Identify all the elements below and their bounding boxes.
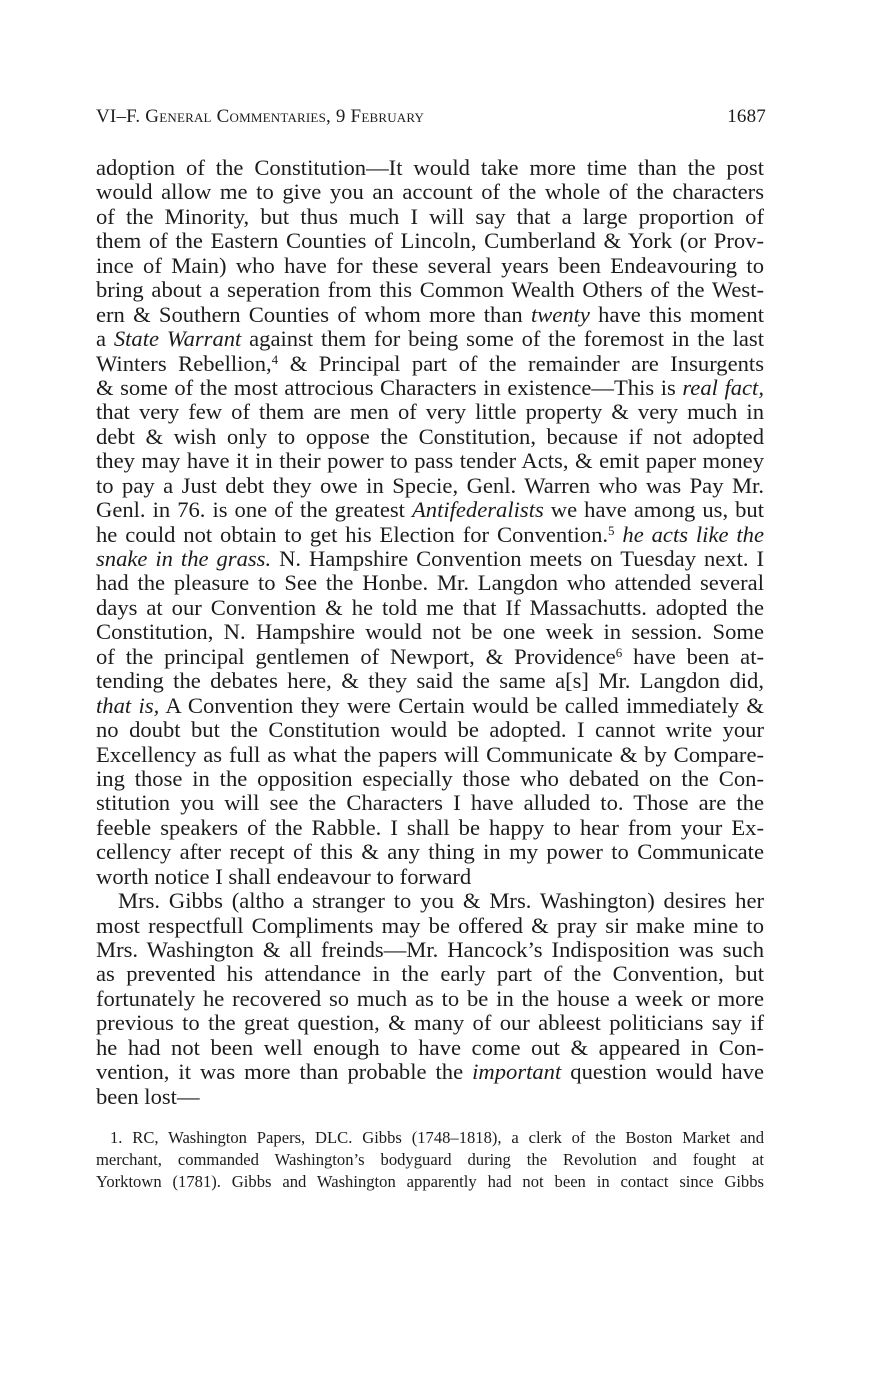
text-line	[96, 425, 764, 449]
text-line	[96, 743, 764, 767]
text-run: have been at-	[622, 643, 765, 669]
text-run: of the principal gentlemen of Newport, & Providence	[96, 643, 616, 669]
text-line	[96, 596, 764, 620]
text-line	[96, 987, 764, 1011]
text-line	[96, 498, 764, 522]
italic-text: real fact,	[682, 374, 764, 400]
text-line	[96, 327, 764, 351]
text-line	[96, 620, 764, 644]
text-run: a	[96, 326, 114, 352]
running-header	[96, 106, 766, 128]
text-line	[96, 547, 764, 571]
text-run: he could not obtain to get his Election for Convention.	[96, 521, 609, 547]
text-run: have this moment	[589, 301, 764, 327]
italic-text: Antifederalists	[411, 497, 544, 523]
italic-text: that is,	[96, 692, 160, 718]
text-run: we have among us, but	[543, 497, 764, 523]
text-run: against them for being some of the foremost in the last	[241, 326, 764, 352]
text-run: tending the debates here, & they said the same a[s] Mr. Langdon did,	[96, 668, 764, 694]
letter-body	[96, 156, 764, 1109]
text-run: Genl. in 76. is one of the greatest	[96, 497, 412, 523]
paragraph-1	[96, 156, 764, 889]
text-line	[96, 865, 764, 889]
text-run: Constitution, N. Hampshire would not be one week in session. Some	[96, 619, 764, 645]
text-run: ing those in the opposition especially those who debated on the Con-	[96, 765, 764, 791]
text-run: A Convention they were Certain would be called immediately &	[159, 692, 765, 718]
text-line	[96, 1085, 764, 1109]
text-run: & some of the most attrocious Characters in existence—This is	[96, 374, 683, 400]
text-run: stitution you will see the Characters I have alluded to. Those are the	[96, 790, 764, 816]
text-line	[96, 376, 764, 400]
text-run: most respectfull Compliments may be offered & pray sir make mine to	[96, 912, 764, 938]
footnote-ref: 6	[615, 644, 623, 660]
text-run: previous to the great question, & many of our ableest politicians say if	[96, 1010, 764, 1036]
text-run: vention, it was more than probable the	[96, 1059, 473, 1085]
text-run: that very few of them are men of very little property & very much in	[96, 399, 764, 425]
text-run: Excellency as full as what the papers will Communicate & by Compare-	[96, 741, 764, 767]
text-run: to pay a Just debt they owe in Specie, Genl. Warren who was Pay Mr.	[96, 472, 764, 498]
text-line	[96, 669, 764, 693]
paragraph-2	[96, 889, 764, 1109]
text-run: Mrs. Washington & all freinds—Mr. Hancock’s Indisposition was such	[96, 937, 764, 962]
text-run: bring about a seperation from this Common Wealth Others of the West-	[96, 277, 764, 303]
text-line	[96, 278, 764, 302]
text-line	[96, 791, 764, 815]
text-line	[96, 1036, 764, 1060]
text-run: been lost—	[96, 1083, 200, 1109]
text-line	[96, 816, 764, 840]
text-line	[96, 840, 764, 864]
text-line	[96, 352, 764, 376]
text-line	[96, 205, 764, 229]
text-line	[96, 303, 764, 327]
footnote-line: Yorktown (1781). Gibbs and Washington apparently had not been in contact since Gibbs	[96, 1172, 764, 1191]
text-line	[96, 156, 764, 180]
text-run: fortunately he recovered so much as to be in the house a week or more	[96, 985, 764, 1011]
text-line	[96, 914, 764, 938]
text-run: ince of Main) who have for these several years been Endeavouring to	[96, 252, 764, 278]
text-run: cellency after recept of this & any thing in my power to Communicate	[96, 839, 764, 865]
text-line	[96, 229, 764, 253]
italic-text: twenty	[530, 301, 590, 327]
text-line	[96, 449, 764, 473]
italic-text: snake in the grass.	[96, 546, 272, 571]
italic-text: State Warrant	[113, 326, 242, 352]
text-run: & Principal part of the remainder are Insurgents	[278, 350, 764, 376]
text-run: would allow me to give you an account of the whole of the characters	[96, 179, 764, 205]
text-run: Mrs. Gibbs (altho a stranger to you & Mrs. Washington) desires her	[118, 888, 764, 914]
text-run: had the pleasure to See the Honbe. Mr. Langdon who attended several	[96, 570, 764, 596]
text-line	[96, 1060, 764, 1084]
running-title: VI–F. General Commentaries, 9 February	[96, 106, 425, 127]
text-run: adoption of the Constitution—It would take more time than the post	[96, 155, 764, 180]
text-run: Winters Rebellion,	[96, 350, 272, 376]
text-run: of the Minority, but thus much I will say that a large proportion of	[96, 203, 764, 229]
text-line	[96, 1011, 764, 1035]
text-run: worth notice I shall endeavour to forward	[96, 863, 472, 889]
text-line	[96, 474, 764, 498]
text-line	[96, 400, 764, 424]
text-run: N. Hampshire Convention meets on Tuesday next. I	[271, 546, 764, 571]
text-run: feeble speakers of the Rabble. I shall be happy to hear from your Ex-	[96, 814, 764, 840]
footnote-ref: 4	[271, 351, 279, 367]
italic-text: he acts like the	[622, 521, 764, 547]
text-line	[96, 180, 764, 204]
footnote-line: 1. RC, Washington Papers, DLC. Gibbs (1748–1818), a clerk of the Boston Market and	[110, 1128, 764, 1147]
text-line	[96, 962, 764, 986]
text-line	[96, 254, 764, 278]
text-line	[96, 523, 764, 547]
footnote-line: merchant, commanded Washington’s bodyguard during the Revolution and fought at	[96, 1150, 764, 1169]
text-run: no doubt but the Constitution would be adopted. I cannot write your	[96, 717, 764, 743]
text-run: he had not been well enough to have come out & appeared in Con-	[96, 1034, 764, 1060]
text-run: question would have	[561, 1059, 764, 1085]
text-line	[96, 571, 764, 595]
page-number: 1687	[727, 106, 766, 127]
text-run: as prevented his attendance in the early part of the Convention, but	[96, 961, 764, 987]
text-run: debt & wish only to oppose the Constitution, because if not adopted	[96, 423, 764, 449]
footnote-ref: 5	[608, 522, 615, 538]
italic-text: important	[472, 1059, 562, 1085]
text-line	[96, 694, 764, 718]
text-run: they may have it in their power to pass tender Acts, & emit paper money	[96, 448, 764, 474]
text-line	[96, 889, 764, 913]
text-line	[96, 938, 764, 962]
text-run: days at our Convention & he told me that If Massachutts. adopted the	[96, 594, 764, 620]
text-run: them of the Eastern Counties of Lincoln, Cumberland & York (or Prov-	[96, 228, 764, 254]
text-line	[96, 645, 764, 669]
text-line	[96, 718, 764, 742]
text-line	[96, 767, 764, 791]
footnotes	[96, 1127, 764, 1193]
text-run: ern & Southern Counties of whom more than	[96, 301, 531, 327]
